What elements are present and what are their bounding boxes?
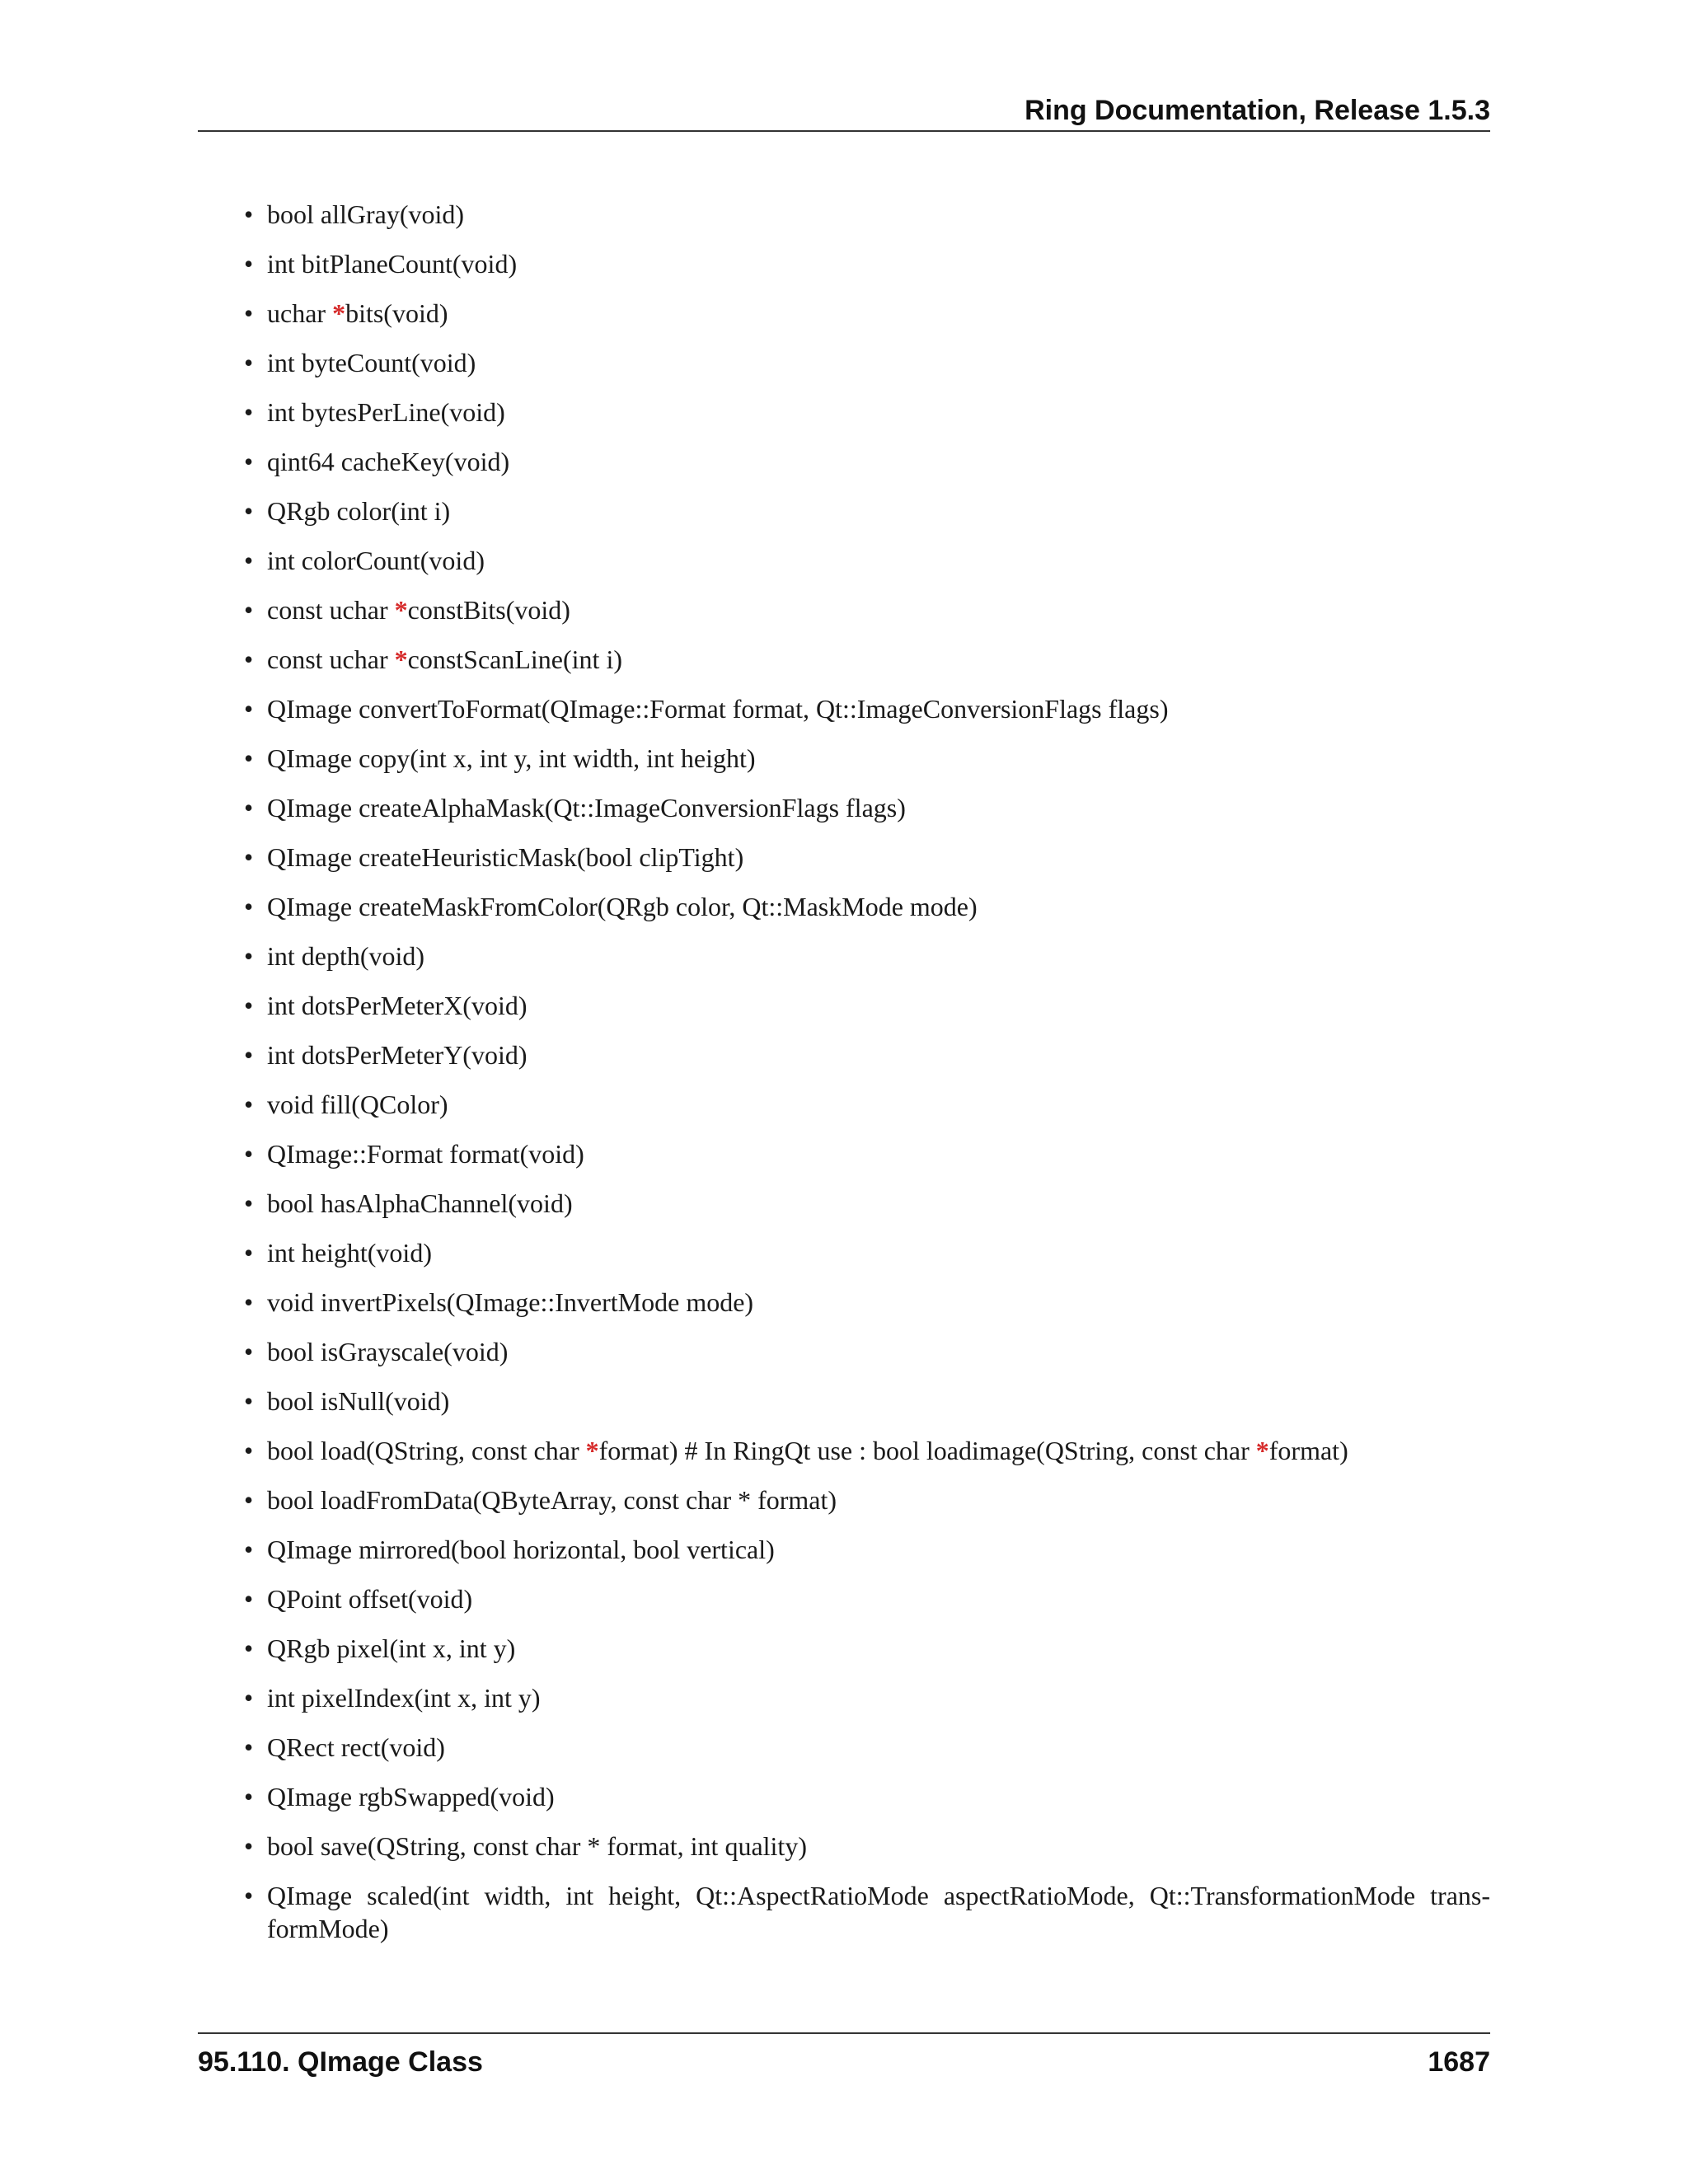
- list-item: [244, 1385, 1490, 1418]
- list-item: [244, 494, 1490, 527]
- item-text: int colorCount(void): [267, 546, 485, 575]
- item-text: int byteCount(void): [267, 348, 476, 377]
- bullet-icon: •: [244, 1732, 254, 1762]
- list-item: [244, 692, 1490, 725]
- item-text: int dotsPerMeterY(void): [267, 1040, 528, 1070]
- bullet-icon: •: [244, 1238, 254, 1268]
- item-text: constBits(void): [407, 595, 570, 625]
- bullet-icon: •: [244, 1436, 254, 1465]
- bullet-icon: •: [244, 1535, 254, 1564]
- item-text: QImage convertToFormat(QImage::Format format, Qt::ImageConversionFlags flags): [267, 694, 1169, 724]
- list-item: [244, 544, 1490, 577]
- section-title: 95.110. QImage Class: [198, 2046, 483, 2078]
- item-text: bits(void): [345, 298, 448, 328]
- list-item: [244, 643, 1490, 676]
- list-item: [244, 198, 1490, 231]
- list-item: [244, 1038, 1490, 1071]
- item-text: int height(void): [267, 1238, 432, 1268]
- bullet-icon: •: [244, 595, 254, 625]
- item-text: bool save(QString, const char * format, int quality): [267, 1831, 807, 1861]
- page-footer: [198, 2032, 1490, 2080]
- page-number: 1687: [1428, 2046, 1490, 2078]
- bullet-icon: •: [244, 1831, 254, 1861]
- bullet-icon: •: [244, 793, 254, 823]
- bullet-icon: •: [244, 249, 254, 279]
- item-text: int pixelIndex(int x, int y): [267, 1683, 541, 1713]
- bullet-icon: •: [244, 1040, 254, 1070]
- list-item: [244, 940, 1490, 972]
- bullet-icon: •: [244, 743, 254, 773]
- bullet-icon: •: [244, 1584, 254, 1614]
- list-item: [244, 1187, 1490, 1220]
- item-text: int depth(void): [267, 941, 425, 971]
- item-text: QImage scaled(int width, int height, Qt::AspectRatioMode aspectRatioMode, Qt::TransformationMode trans- formMode): [267, 1881, 1490, 1943]
- bullet-icon: •: [244, 941, 254, 971]
- list-item: [244, 1236, 1490, 1269]
- item-text: format) # In RingQt use : bool loadimage(QString, const char: [598, 1436, 1256, 1465]
- item-text: QImage createHeuristicMask(bool clipTight): [267, 842, 744, 872]
- item-text: uchar: [267, 298, 333, 328]
- item-text: bool load(QString, const char: [267, 1436, 586, 1465]
- item-text: void invertPixels(QImage::InvertMode mode): [267, 1287, 754, 1317]
- bullet-icon: •: [244, 1337, 254, 1366]
- list-item: [244, 1681, 1490, 1714]
- item-text: QImage copy(int x, int y, int width, int height): [267, 743, 756, 773]
- pointer-asterisk: *: [1255, 1436, 1269, 1465]
- list-item: [244, 346, 1490, 379]
- item-text: QRect rect(void): [267, 1732, 445, 1762]
- bullet-icon: •: [244, 991, 254, 1020]
- bullet-icon: •: [244, 397, 254, 427]
- item-text: QRgb pixel(int x, int y): [267, 1633, 516, 1663]
- item-text: QImage createAlphaMask(Qt::ImageConversionFlags flags): [267, 793, 906, 823]
- bullet-icon: •: [244, 496, 254, 526]
- item-text: QRgb color(int i): [267, 496, 451, 526]
- bullet-icon: •: [244, 447, 254, 476]
- list-item: [244, 841, 1490, 874]
- item-text: QPoint offset(void): [267, 1584, 473, 1614]
- bullet-icon: •: [244, 1683, 254, 1713]
- item-text: bool isGrayscale(void): [267, 1337, 509, 1366]
- list-item: [244, 1533, 1490, 1566]
- item-text: bool loadFromData(QByteArray, const char * format): [267, 1485, 837, 1515]
- pointer-asterisk: *: [394, 644, 408, 674]
- list-item: [244, 1780, 1490, 1813]
- list-item: [244, 1830, 1490, 1863]
- item-text: int dotsPerMeterX(void): [267, 991, 528, 1020]
- bullet-icon: •: [244, 1139, 254, 1169]
- list-item: [244, 396, 1490, 429]
- list-item: [244, 297, 1490, 330]
- list-item: [244, 1879, 1490, 1945]
- bullet-icon: •: [244, 348, 254, 377]
- bullet-icon: •: [244, 1090, 254, 1119]
- bullet-icon: •: [244, 1881, 254, 1910]
- item-text: QImage createMaskFromColor(QRgb color, Qt::MaskMode mode): [267, 892, 978, 921]
- bullet-icon: •: [244, 644, 254, 674]
- list-item: [244, 1137, 1490, 1170]
- list-item: [244, 445, 1490, 478]
- list-item: [244, 1483, 1490, 1516]
- item-text: constScanLine(int i): [407, 644, 622, 674]
- list-item: [244, 791, 1490, 824]
- page-header: [198, 91, 1490, 132]
- item-text: qint64 cacheKey(void): [267, 447, 510, 476]
- list-item: [244, 1286, 1490, 1319]
- pointer-asterisk: *: [332, 298, 346, 328]
- item-text: const uchar: [267, 644, 395, 674]
- bullet-icon: •: [244, 1386, 254, 1416]
- item-text: bool hasAlphaChannel(void): [267, 1188, 573, 1218]
- list-item: [244, 742, 1490, 775]
- item-text: int bitPlaneCount(void): [267, 249, 518, 279]
- item-text: QImage mirrored(bool horizontal, bool vertical): [267, 1535, 775, 1564]
- item-text: bool allGray(void): [267, 199, 465, 229]
- list-item: [244, 1582, 1490, 1615]
- list-item: [244, 1088, 1490, 1121]
- bullet-icon: •: [244, 546, 254, 575]
- list-item: [244, 593, 1490, 626]
- bullet-icon: •: [244, 1485, 254, 1515]
- document-title: Ring Documentation, Release 1.5.3: [1025, 95, 1490, 126]
- pointer-asterisk: *: [394, 595, 408, 625]
- bullet-icon: •: [244, 199, 254, 229]
- item-text: void fill(QColor): [267, 1090, 448, 1119]
- bullet-icon: •: [244, 1188, 254, 1218]
- item-text: format): [1268, 1436, 1348, 1465]
- bullet-icon: •: [244, 1782, 254, 1811]
- list-item: [244, 1434, 1490, 1467]
- list-item: [244, 989, 1490, 1022]
- item-text: bool isNull(void): [267, 1386, 450, 1416]
- list-item: [244, 1632, 1490, 1665]
- bullet-icon: •: [244, 694, 254, 724]
- list-item: [244, 1731, 1490, 1764]
- method-list: [244, 198, 1490, 1961]
- list-item: [244, 1335, 1490, 1368]
- bullet-icon: •: [244, 298, 254, 328]
- item-text: int bytesPerLine(void): [267, 397, 505, 427]
- bullet-icon: •: [244, 1633, 254, 1663]
- item-text: QImage rgbSwapped(void): [267, 1782, 555, 1811]
- pointer-asterisk: *: [585, 1436, 599, 1465]
- bullet-icon: •: [244, 842, 254, 872]
- bullet-icon: •: [244, 892, 254, 921]
- bullet-icon: •: [244, 1287, 254, 1317]
- list-item: [244, 890, 1490, 923]
- item-text: QImage::Format format(void): [267, 1139, 584, 1169]
- item-text: const uchar: [267, 595, 395, 625]
- list-item: [244, 247, 1490, 280]
